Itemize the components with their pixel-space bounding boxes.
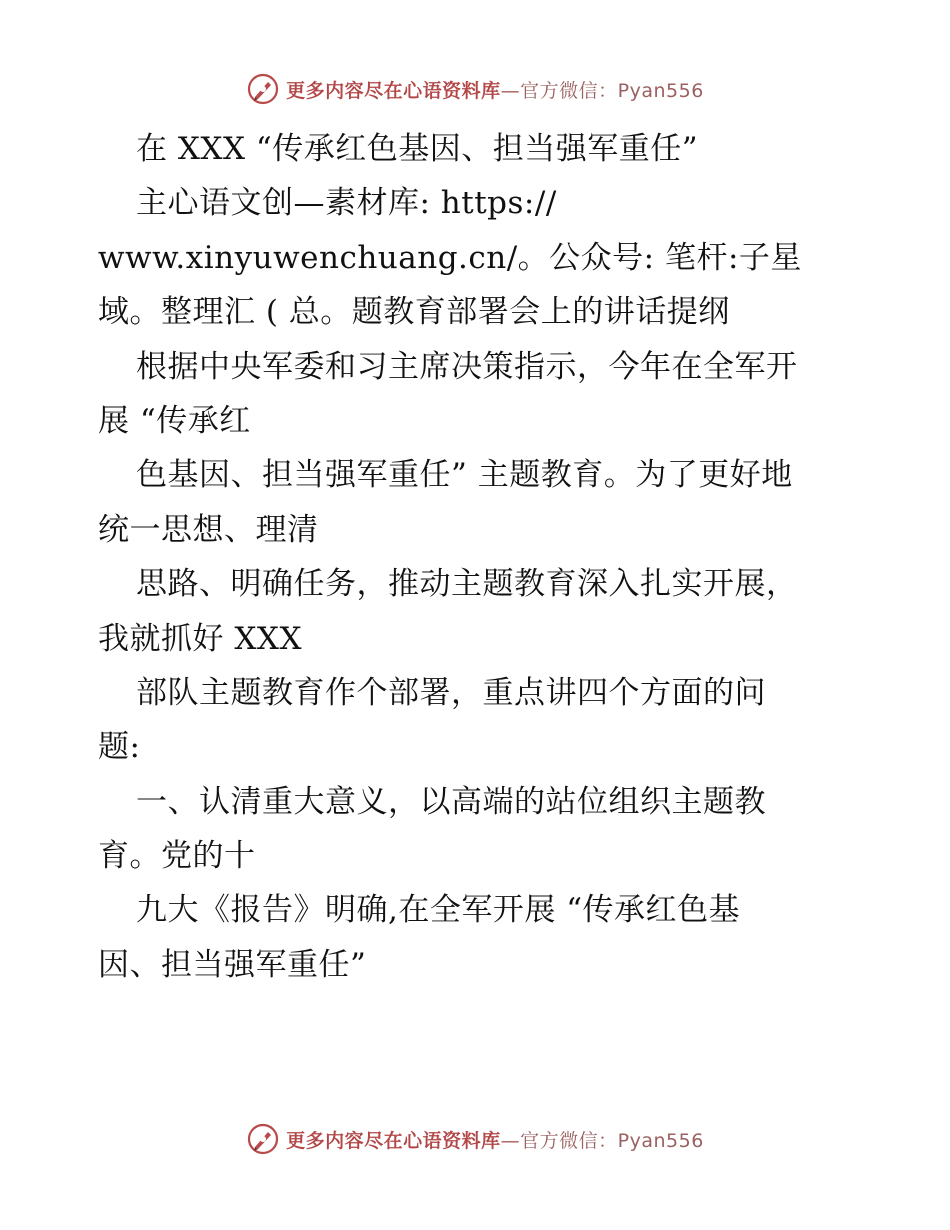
text-line: 因、担当强军重任” [98,946,367,983]
text-line: 域。整理汇 ( 总。题教育部署会上的讲话提纲 [98,294,730,331]
banner-text [286,1126,704,1153]
text-line: 部队主题教育作个部署，重点讲四个方面的问 [136,674,766,711]
text-line: 根据中央军委和习主席决策指示，今年在全军开 [136,348,798,385]
pen-logo-icon [246,72,280,106]
banner-brand: 更多内容尽在心语资料库 [286,79,501,102]
banner-text [286,76,704,103]
text-line: 思路、明确任务，推动主题教育深入扎实开展， [136,566,798,603]
text-line: 主心语文创—素材库: https:// [136,185,557,222]
document-body [98,122,858,992]
banner-dash: — [500,1129,521,1152]
text-line: 色基因、担当强军重任” 主题教育。为了更好地 [136,457,793,494]
text-line: www.xinyuwenchuang.cn/。公众号: 笔杆:子星 [98,239,802,276]
header-banner [0,72,950,106]
banner-wechat: 官方微信：Pyan556 [520,79,704,102]
text-line: 育。党的十 [98,838,256,875]
banner-brand: 更多内容尽在心语资料库 [286,1129,501,1152]
text-line: 展 “传承红 [98,402,251,439]
text-line: 我就抓好 XXX [98,620,303,657]
text-line: 在 XXX “传承红色基因、担当强军重任” [136,131,699,167]
text-line: 九大《报告》明确,在全军开展 “传承红色基 [136,892,741,929]
text-line: 统一思想、理清 [98,511,319,548]
pen-logo-icon [246,1122,280,1156]
text-line: 一、认清重大意义，以高端的站位组织主题教 [136,783,766,820]
footer-banner [0,1122,950,1156]
banner-dash: — [500,79,521,102]
text-line: 题: [98,729,141,766]
banner-wechat: 官方微信：Pyan556 [520,1129,704,1152]
